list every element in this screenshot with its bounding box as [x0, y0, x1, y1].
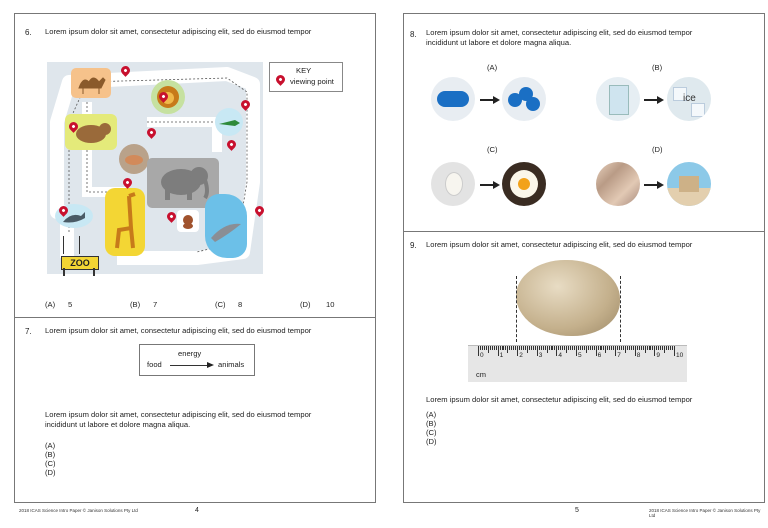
ruler-number: 2 [519, 352, 523, 359]
ruler-minor-tick [664, 346, 665, 353]
ruler-minor-tick [582, 346, 583, 350]
ruler-minor-tick [623, 346, 624, 350]
q8-number: 8. [410, 30, 417, 39]
ruler-number: 3 [538, 352, 543, 359]
ruler-minor-tick [656, 346, 657, 350]
ruler-minor-tick [494, 346, 495, 350]
ruler-minor-tick [500, 346, 501, 350]
q7-question-line2: incididunt ut labore et dolore magna aliqua. [45, 420, 191, 429]
ruler-minor-tick [603, 346, 604, 350]
ruler-minor-tick [660, 346, 661, 350]
ruler-minor-tick [513, 346, 514, 350]
ruler-minor-tick [566, 346, 567, 353]
q7-option-c[interactable]: (C) [45, 459, 56, 468]
ruler-minor-tick [672, 346, 673, 350]
q8-pair-b-letter[interactable]: (B) [652, 63, 663, 72]
key-title: KEY [296, 66, 312, 75]
map-key [269, 62, 343, 92]
q6-option-a-letter[interactable]: (A) [45, 300, 56, 309]
pair-c-arrow-icon [480, 184, 498, 186]
q9-option-a[interactable]: (A) [426, 410, 437, 419]
energy-flow-diagram [139, 344, 255, 376]
egg [445, 172, 463, 196]
ruler-major-tick [556, 346, 557, 356]
q8-text-line2: incididunt ut labore et dolore magna aliqua. [426, 38, 572, 47]
fried-egg-image [502, 162, 546, 206]
ruler-minor-tick [631, 346, 632, 350]
q8-text-line1: Lorem ipsum dolor sit amet, consectetur adipiscing elit, sed do eiusmod tempor [426, 28, 693, 37]
q6-option-a-value: 5 [68, 300, 73, 309]
ruler-minor-tick [533, 346, 534, 350]
ruler-minor-tick [572, 346, 573, 350]
ruler-major-tick [635, 346, 636, 356]
ruler-minor-tick [578, 346, 579, 350]
ruler-minor-tick [625, 346, 626, 353]
ruler-minor-tick [568, 346, 569, 350]
ruler-number: 0 [480, 352, 484, 359]
giraffe-enclosure [105, 188, 145, 256]
camel-enclosure [71, 68, 111, 98]
ruler-minor-tick [633, 346, 634, 350]
q9-question: Lorem ipsum dolor sit amet, consectetur adipiscing elit, sed do eiusmod tempor [426, 395, 693, 404]
ruler-number: 9 [656, 352, 661, 359]
ruler-minor-tick [617, 346, 618, 350]
ruler-minor-tick [658, 346, 659, 350]
diagram-arrowhead-icon [207, 362, 214, 368]
zoo-map [47, 62, 263, 274]
q7-option-d[interactable]: (D) [45, 468, 56, 477]
q8-pair-d-letter[interactable]: (D) [652, 145, 663, 154]
ruler-minor-tick [529, 346, 530, 350]
ruler-minor-tick [584, 346, 585, 350]
sand-image [596, 162, 640, 206]
ruler-minor-tick [545, 346, 546, 350]
ruler-minor-tick [558, 346, 559, 350]
ruler-minor-tick [607, 346, 608, 350]
ruler-minor-tick [590, 346, 591, 350]
ruler [468, 345, 687, 382]
zoo-exit-arrow-icon [63, 236, 64, 254]
ruler-minor-tick [503, 346, 504, 350]
dolphin-enclosure [205, 194, 247, 258]
q6-option-b-letter[interactable]: (B) [130, 300, 141, 309]
pair-d-arrow-icon [644, 184, 662, 186]
ruler-minor-tick [662, 346, 663, 350]
ruler-number: 7 [617, 352, 621, 359]
q9-option-c[interactable]: (C) [426, 428, 437, 437]
monkey-icon [177, 210, 199, 232]
ice-cube [691, 103, 705, 117]
ruler-minor-tick [490, 346, 491, 350]
ruler-minor-tick [619, 346, 620, 350]
ruler-minor-tick [637, 346, 638, 350]
footer-copyright: 2018 ICAS Science Intro Paper © Janison Solutions Pty Ltd [19, 508, 138, 513]
ruler-minor-tick [523, 346, 524, 350]
plasticine-roll-image [431, 77, 475, 121]
viewing-point-key-icon [274, 73, 287, 86]
ruler-minor-tick [609, 346, 610, 350]
ruler-minor-tick [562, 346, 563, 350]
ruler-major-tick [654, 346, 655, 356]
ruler-minor-tick [560, 346, 561, 350]
rock-photo [507, 256, 633, 342]
q9-option-b[interactable]: (B) [426, 419, 437, 428]
ruler-major-tick [537, 346, 538, 356]
ruler-minor-tick [670, 346, 671, 350]
ruler-number: 10 [676, 352, 684, 359]
ruler-minor-tick [505, 346, 506, 350]
q7-number: 7. [25, 327, 32, 336]
ruler-number: 8 [636, 352, 641, 359]
anteater-icon [119, 144, 149, 174]
ruler-minor-tick [551, 346, 552, 350]
ruler-minor-tick [601, 346, 602, 350]
ruler-major-tick [596, 346, 597, 356]
zoo-entry-arrow-icon [79, 236, 80, 254]
ruler-minor-tick [521, 346, 522, 350]
ruler-major-tick [498, 346, 499, 356]
diagram-arrow-line [170, 365, 208, 366]
glass-of-water-image [596, 77, 640, 121]
rock [516, 260, 620, 336]
ruler-minor-tick [613, 346, 614, 350]
ruler-minor-tick [480, 346, 481, 350]
ruler-minor-tick [592, 346, 593, 350]
ruler-minor-tick [594, 346, 595, 350]
crocodile-icon [215, 108, 243, 136]
ruler-minor-tick [668, 346, 669, 350]
plasticine-roll [437, 91, 469, 107]
ruler-major-tick [478, 346, 479, 356]
zoo-sign-post-left [63, 268, 65, 276]
ruler-unit: cm [476, 370, 486, 379]
dolphin-icon [205, 194, 247, 258]
ruler-minor-tick [645, 346, 646, 353]
ruler-minor-tick [525, 346, 526, 350]
right-page [403, 13, 765, 518]
sandcastle-image [667, 162, 711, 206]
ruler-minor-tick [496, 346, 497, 350]
q6-number: 6. [25, 28, 32, 37]
plasticine-ball [526, 97, 540, 111]
q7-option-b[interactable]: (B) [45, 450, 56, 459]
ruler-number: 6 [597, 352, 602, 359]
page-number: 4 [195, 507, 199, 514]
ruler-major-tick [517, 346, 518, 356]
ruler-minor-tick [611, 346, 612, 350]
ruler-minor-tick [511, 346, 512, 350]
diagram-arrow-label: energy [178, 349, 202, 358]
plasticine-balls-image [502, 77, 546, 121]
ruler-major-tick [576, 346, 577, 356]
q6-text: Lorem ipsum dolor sit amet, consectetur adipiscing elit, sed do eiusmod tempor [45, 27, 312, 36]
sandcastle [679, 176, 699, 192]
ruler-minor-tick [552, 346, 553, 350]
camel-icon [71, 68, 111, 98]
ruler-minor-tick [574, 346, 575, 350]
ruler-minor-tick [502, 346, 503, 350]
q6-option-c-letter[interactable]: (C) [215, 300, 226, 309]
ruler-minor-tick [527, 346, 528, 353]
ruler-minor-tick [492, 346, 493, 350]
q6-option-c-value: 8 [238, 300, 243, 309]
egg-yolk [518, 178, 530, 190]
ruler-minor-tick [586, 346, 587, 353]
q9-number: 9. [410, 241, 417, 250]
anteater-enclosure [119, 144, 149, 174]
ruler-minor-tick [649, 346, 650, 350]
ruler-minor-tick [650, 346, 651, 350]
ruler-minor-tick [570, 346, 571, 350]
key-label: viewing point [290, 77, 334, 86]
ruler-minor-tick [643, 346, 644, 350]
ice-cubes-image [667, 77, 711, 121]
giraffe-icon [105, 188, 145, 256]
water-glass [609, 85, 629, 115]
q6-option-d-letter[interactable]: (D) [300, 300, 311, 309]
zoo-sign-post-right [93, 268, 95, 276]
ruler-minor-tick [605, 346, 606, 353]
ruler-minor-tick [564, 346, 565, 350]
egg-image [431, 162, 475, 206]
ice-label: ice [683, 93, 696, 104]
q6-option-d-value: 10 [326, 300, 335, 309]
ruler-major-tick [615, 346, 616, 356]
pair-b-arrow-icon [644, 99, 662, 101]
question-divider [404, 231, 764, 232]
ruler-minor-tick [488, 346, 489, 353]
ruler-minor-tick [588, 346, 589, 350]
ruler-minor-tick [598, 346, 599, 350]
ruler-minor-tick [652, 346, 653, 350]
ruler-number: 4 [558, 352, 563, 359]
q9-text: Lorem ipsum dolor sit amet, consectetur adipiscing elit, sed do eiusmod tempor [426, 240, 693, 249]
q7-question-line1: Lorem ipsum dolor sit amet, consectetur adipiscing elit, sed do eiusmod tempor [45, 410, 312, 419]
ruler-minor-tick [629, 346, 630, 350]
q9-option-d[interactable]: (D) [426, 437, 437, 446]
ruler-minor-tick [515, 346, 516, 350]
ruler-minor-tick [531, 346, 532, 350]
ruler-minor-tick [484, 346, 485, 350]
footer-copyright: 2018 ICAS Science Intro Paper © Janison Solutions Pty Ltd [649, 508, 761, 518]
crocodile-enclosure [215, 108, 243, 136]
ruler-minor-tick [600, 346, 601, 350]
diagram-to: animals [218, 360, 245, 369]
question-divider [15, 317, 375, 318]
ruler-minor-tick [535, 346, 536, 350]
ruler-major-tick [674, 346, 675, 356]
q8-pair-a-letter[interactable]: (A) [487, 63, 498, 72]
ruler-minor-tick [554, 346, 555, 350]
ruler-minor-tick [639, 346, 640, 350]
q7-option-a[interactable]: (A) [45, 441, 56, 450]
ruler-minor-tick [509, 346, 510, 350]
pair-a-arrow-icon [480, 99, 498, 101]
q7-text: Lorem ipsum dolor sit amet, consectetur adipiscing elit, sed do eiusmod tempor [45, 326, 312, 335]
ruler-minor-tick [543, 346, 544, 350]
ruler-minor-tick [482, 346, 483, 350]
ruler-minor-tick [580, 346, 581, 350]
ruler-minor-tick [539, 346, 540, 350]
zoo-sign: ZOO [61, 256, 99, 270]
ruler-minor-tick [621, 346, 622, 350]
page-number: 5 [575, 507, 579, 514]
ruler-minor-tick [547, 346, 548, 353]
ruler-minor-tick [541, 346, 542, 350]
ruler-minor-tick [627, 346, 628, 350]
monkey-enclosure [177, 210, 199, 232]
q8-pair-c-letter[interactable]: (C) [487, 145, 498, 154]
ruler-number: 1 [499, 352, 504, 359]
ruler-minor-tick [647, 346, 648, 350]
ruler-minor-tick [507, 346, 508, 353]
left-page [14, 13, 376, 514]
ruler-minor-tick [641, 346, 642, 350]
rock-left-guide [516, 276, 517, 342]
ruler-minor-tick [666, 346, 667, 350]
ruler-minor-tick [549, 346, 550, 350]
ruler-number: 5 [578, 352, 582, 359]
rock-right-guide [620, 276, 621, 342]
ruler-minor-tick [519, 346, 520, 350]
ruler-minor-tick [486, 346, 487, 350]
diagram-from: food [147, 360, 162, 369]
q6-option-b-value: 7 [153, 300, 158, 309]
